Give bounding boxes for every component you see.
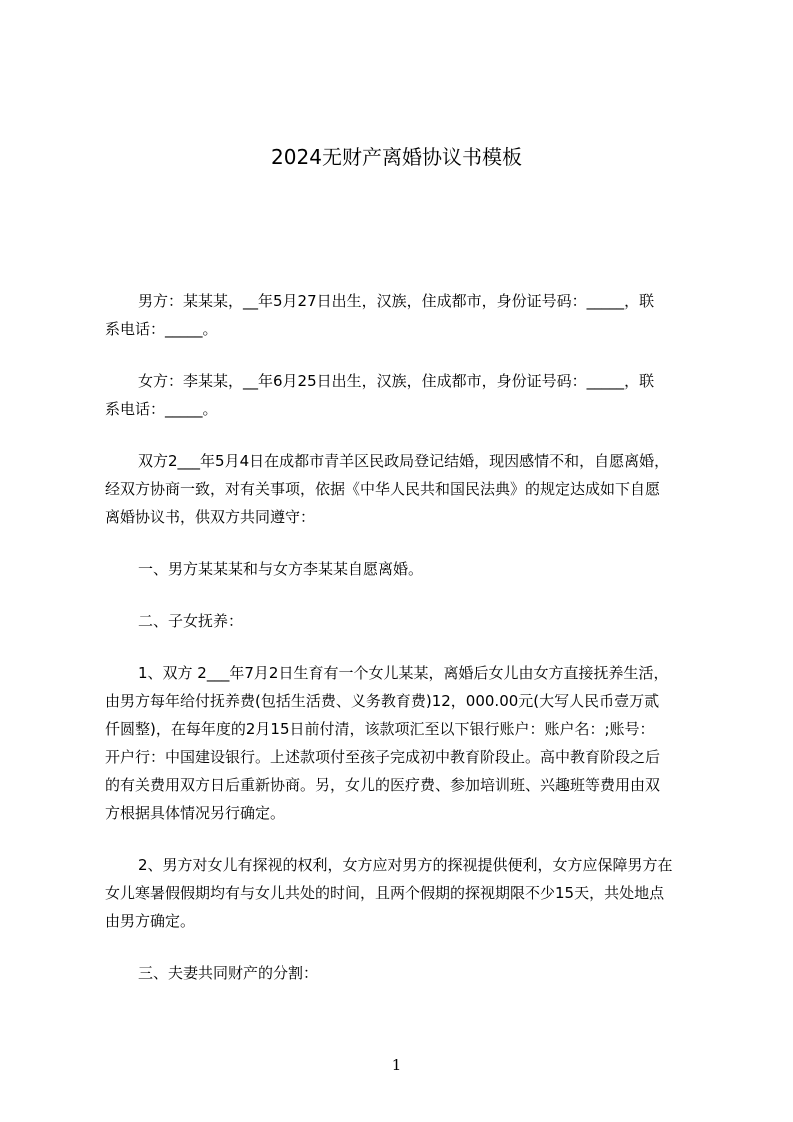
section-one-heading: 一、男方某某某和与女方李某某自愿离婚。 (138, 560, 424, 578)
section-three-heading: 三、夫妻共同财产的分割： (138, 964, 319, 982)
page-number: 1 (391, 1056, 402, 1074)
clause-two-one-line-1: 1、双方 2___年7月2日生育有一个女儿某某，离婚后女儿由女方直接抚养生活， (138, 664, 669, 682)
clause-two-two-line-1: 2、男方对女儿有探视的权利，女方应对男方的探视提供便利，女方应保障男方在 (138, 856, 673, 874)
paragraph-intro-line-3: 离婚协议书，供双方共同遵守： (105, 508, 316, 526)
clause-two-one-line-2: 由男方每年给付抚养费(包括生活费、义务教育费)12，000.00元(大写人民币壹万贰 (105, 692, 660, 710)
paragraph-intro-line-1: 双方2___年5月4日在成都市青羊区民政局登记结婚，现因感情不和，自愿离婚， (138, 452, 670, 470)
paragraph-man-line-1: 男方：某某某，__年5月27日出生，汉族，住成都市，身份证号码：_____，联 (138, 292, 655, 310)
clause-two-one-line-5: 的有关费用双方日后重新协商。另，女儿的医疗费、参加培训班、兴趣班等费用由双 (105, 776, 661, 794)
document-title: 2024无财产离婚协议书模板 (271, 145, 522, 169)
clause-two-one-line-3: 仟圆整)，在每年度的2月15日前付清，该款项汇至以下银行账户：账户名：;账号： (105, 720, 655, 738)
clause-two-one-line-6: 方根据具体情况另行确定。 (105, 804, 286, 822)
paragraph-woman-line-2: 系电话：_____。 (105, 400, 218, 418)
clause-two-two-line-2: 女儿寒暑假假期均有与女儿共处的时间，且两个假期的探视期限不少15天，共处地点 (105, 884, 665, 902)
clause-two-two-line-3: 由男方确定。 (105, 912, 196, 930)
section-two-heading: 二、子女抚养： (138, 612, 244, 630)
paragraph-woman-line-1: 女方：李某某，__年6月25日出生，汉族，住成都市，身份证号码：_____，联 (138, 372, 655, 390)
paragraph-man-line-2: 系电话：_____。 (105, 320, 218, 338)
clause-two-one-line-4: 开户行：中国建设银行。上述款项付至孩子完成初中教育阶段止。高中教育阶段之后 (105, 748, 661, 766)
paragraph-intro-line-2: 经双方协商一致，对有关事项，依据《中华人民共和国民法典》的规定达成如下自愿 (105, 480, 661, 498)
